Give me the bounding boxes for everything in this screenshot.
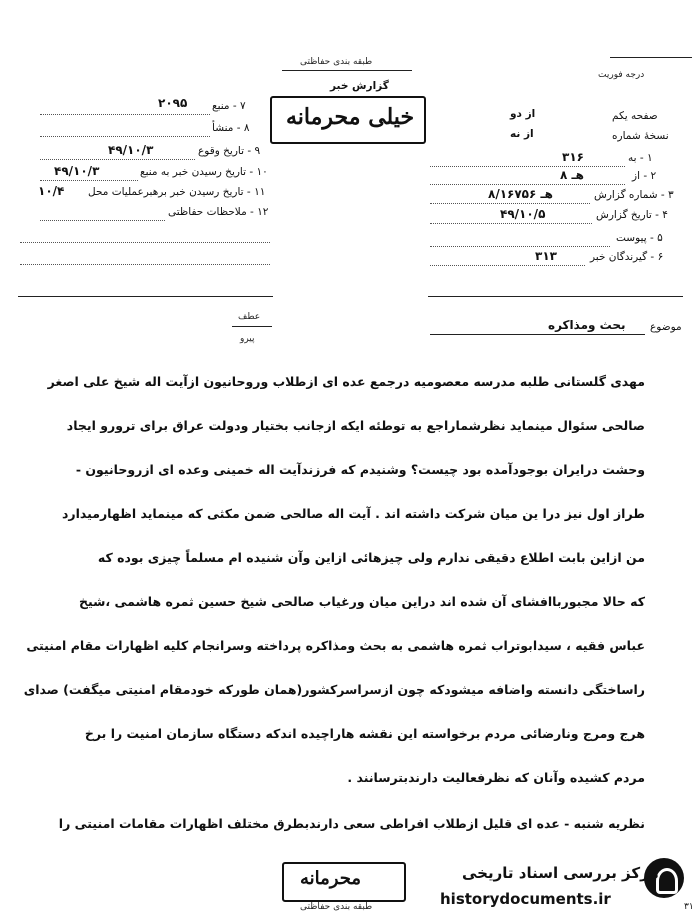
field-3-value: ۸/۱۶۷۵۶ هـ — [488, 187, 553, 201]
confidential-stamp-bottom — [282, 862, 406, 902]
classification-line-top — [282, 70, 412, 71]
field-9-dots — [40, 159, 195, 160]
report-title: گزارش خبر — [330, 80, 389, 92]
field-7-value: ۲۰۹۵ — [158, 96, 188, 110]
field-10-label: ۱۰ - تاریخ رسیدن خبر به منبع — [140, 166, 268, 178]
urgency-line — [610, 57, 692, 58]
field-7-dots — [40, 114, 210, 115]
page-of: از دو — [510, 108, 536, 120]
field-2-label: ۲ - از — [632, 170, 657, 182]
field-10-dots — [40, 180, 138, 181]
subject-value: بحث ومذاکره — [548, 318, 626, 332]
field-8-label: ۸ - منشأ — [212, 122, 250, 134]
field-2-value: ۸ هـ — [560, 168, 584, 182]
classification-label-bottom: طبقه بندی حفاظتی — [300, 902, 373, 912]
confidential-stamp-text: خیلی محرمانه — [286, 104, 415, 130]
header-divider-left — [18, 296, 273, 297]
field-9-value: ۴۹/۱۰/۳ — [108, 143, 154, 157]
watermark-fa: مرکز بررسی اسناد تاریخی — [462, 864, 659, 882]
body-line: طراز اول نیز درا ین میان شرکت داشته اند . آیت اله صالحی ضمن مکثی که مینماید اظهارمیدارد — [61, 506, 645, 521]
field-12-dots-2 — [20, 242, 270, 243]
field-12-dots-1 — [40, 220, 165, 221]
field-2-dots — [430, 184, 625, 185]
urgency-label: درجه فوریت — [598, 70, 645, 80]
body-line: مردم کشیده وآنان که نظرفعالیت دارندبترسانند . — [347, 770, 645, 785]
watermark-en: historydocuments.ir — [440, 890, 611, 908]
body-line: مهدی گلستانی طلبه مدرسه معصومیه درجمع عده ای ازطلاب وروحانیون ازآیت اله شیخ علی اصغر — [47, 374, 645, 389]
body-line: هرج ومرج ونارضائی مردم برخواسته این نقشه هاراچیده اندکه دستگاه سازمان امنیت را برخ — [84, 726, 645, 741]
confidential-stamp — [270, 96, 426, 144]
body-line: که حالا مجبورباافشای آن شده اند دراین میان ورغیاب صالحی شیخ حسین ثمره هاشمی ،شیخ — [78, 594, 645, 609]
subject-label: موضوع — [650, 321, 682, 333]
field-10-value: ۴۹/۱۰/۳ — [54, 164, 100, 178]
page-label: صفحه یکم — [612, 110, 658, 122]
field-1-label: ۱ - به — [628, 152, 653, 164]
copy-label: نسخهٔ شماره — [612, 130, 669, 142]
field-8-dots — [40, 136, 210, 137]
field-4-label: ۴ - تاریخ گزارش — [596, 209, 668, 221]
page-number: ۳۱ — [684, 902, 694, 912]
field-12-label: ۱۲ - ملاحظات حفاظتی — [168, 206, 269, 218]
body-line: راساختگی دانسته واضافه میشودکه چون ازسراسرکشور(همان طورکه خودمقام امنیتی میگفت) صدای — [23, 682, 645, 697]
body-line: عباس فقیه ، سیدابوتراب ثمره هاشمی به بحث ومذاکره پرداخته وسرانجام کلیه اظهارات مقام امنیتی — [26, 638, 645, 653]
field-3-dots — [430, 203, 590, 204]
peyro-label: پیرو — [240, 334, 255, 344]
classification-label-top: طبقه بندی حفاظتی — [300, 57, 373, 67]
field-3-label: ۳ - شماره گزارش — [594, 189, 674, 201]
field-5-label: ۵ - پیوست — [616, 232, 663, 244]
field-11-label: ۱۱ - تاریخ رسیدن خبر برهبرعملیات محل — [88, 186, 266, 198]
field-9-label: ۹ - تاریخ وقوع — [198, 145, 261, 157]
field-12-dots-3 — [20, 264, 270, 265]
field-4-dots — [430, 223, 592, 224]
confidential-stamp-bottom-text: محرمانه — [300, 868, 361, 889]
subject-line — [430, 334, 645, 335]
atf-label: عطف — [238, 312, 261, 322]
field-4-value: ۴۹/۱۰/۵ — [500, 207, 546, 221]
header-divider-right — [428, 296, 683, 297]
body-line: من ازاین بابت اطلاع دقیقی ندارم ولی چیزهائی ازاین وآن شنیده ام مسلماً چیزی بوده که — [97, 550, 645, 565]
body-line: صالحی سئوال مینماید نظرشماراجع به توطئه ایکه ازجانب بختیار ودولت عراق برای ترورو ایجاد — [66, 418, 645, 433]
field-11-value: ۱۰/۴ — [38, 184, 65, 198]
body-line: وحشت درایران بوجودآمده بود چیست؟ وشنیدم که فرزندآیت اله خمینی وعده ای ازروحانیون - — [75, 462, 645, 477]
copy-of: از نه — [510, 128, 534, 140]
field-1-dots — [430, 166, 625, 167]
field-6-dots — [430, 265, 585, 266]
field-1-value: ۳۱۶ — [562, 150, 584, 164]
field-6-value: ۳۱۳ — [535, 249, 557, 263]
atf-line — [232, 326, 272, 327]
field-7-label: ۷ - منبع — [212, 100, 246, 112]
field-6-label: ۶ - گیرندگان خبر — [590, 251, 664, 263]
body-line: نظریه شنبه - عده ای قلیل ازطلاب افراطی سعی دارندبطرق مختلف اظهارات مقامات امنیتی را — [58, 816, 645, 831]
field-5-dots — [430, 246, 610, 247]
